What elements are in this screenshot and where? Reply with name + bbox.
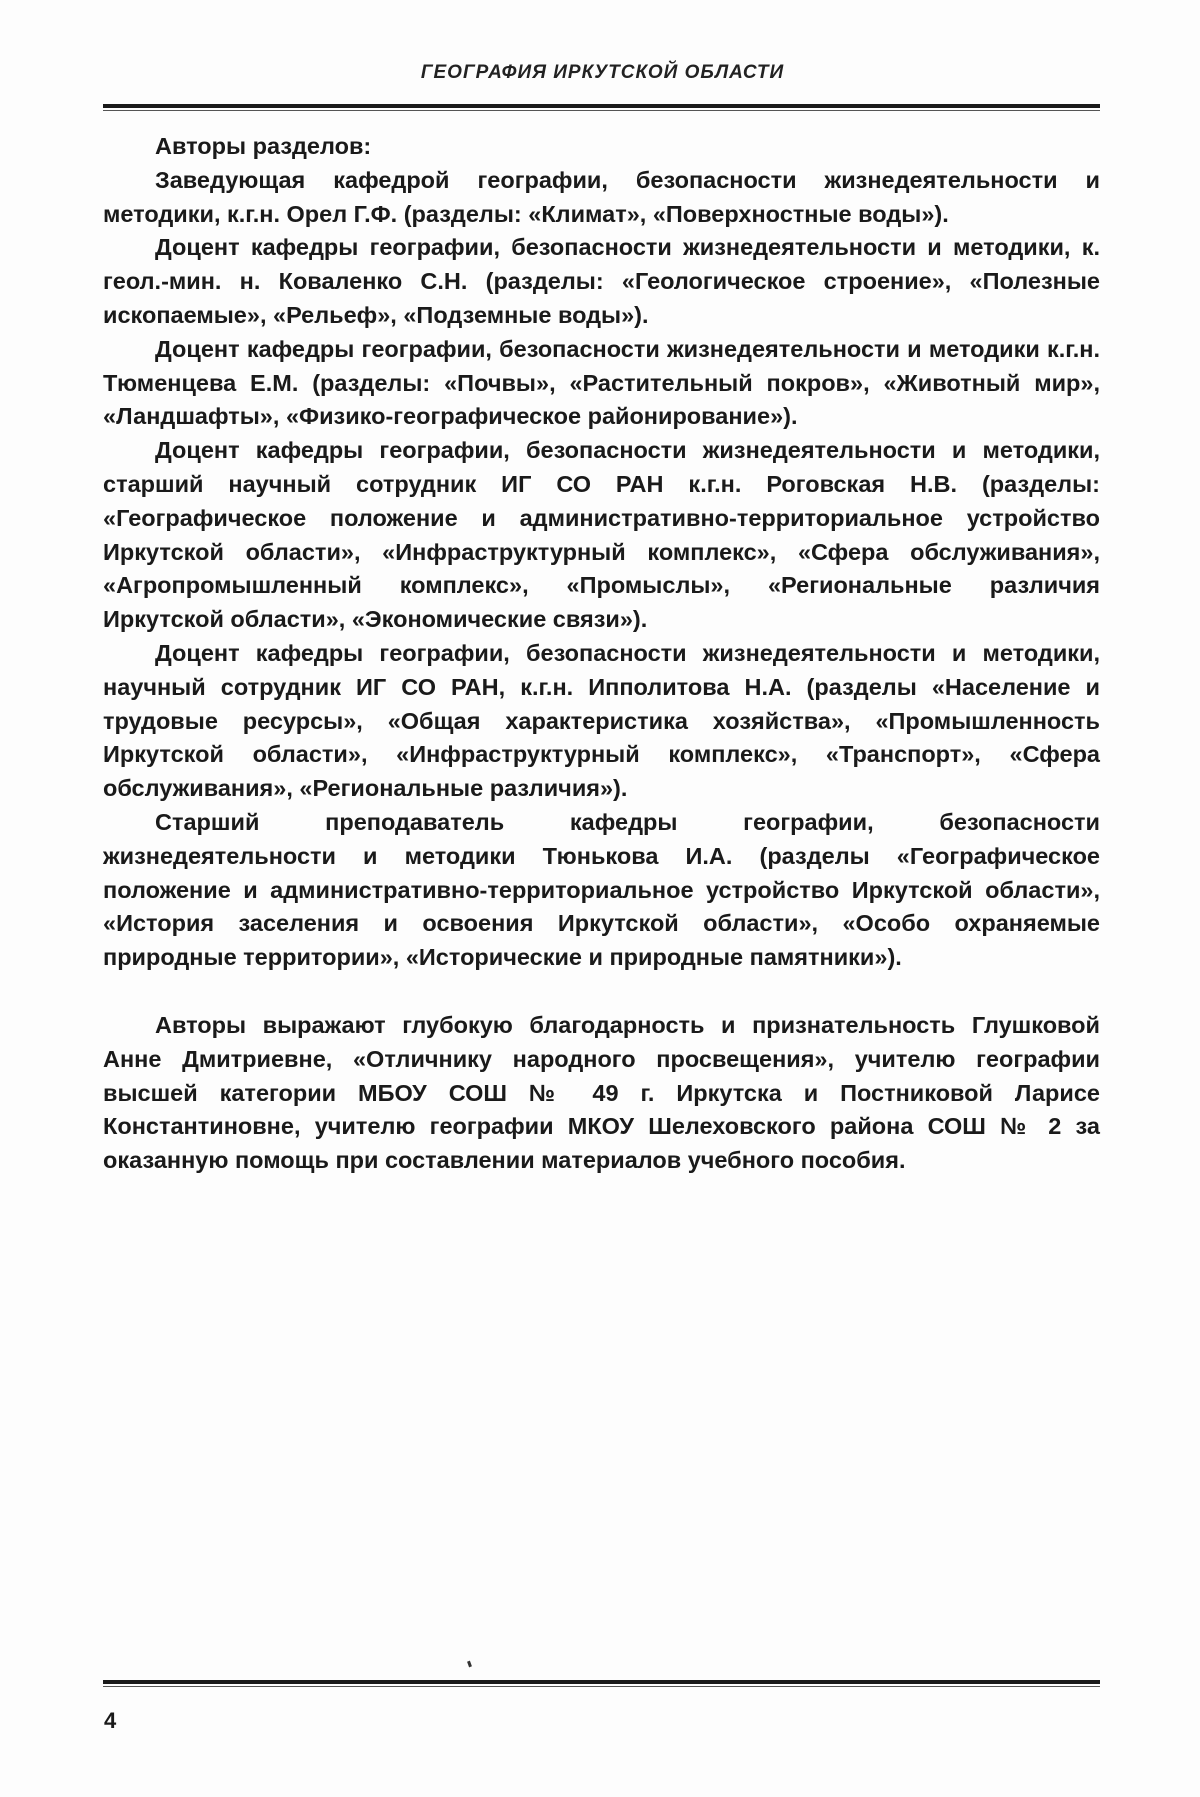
- section-title: Авторы разделов:: [103, 130, 1100, 164]
- author-paragraph: Доцент кафедры географии, безопасности жизнедеятельности и методики, к. геол.-мин. н. Коваленко С.Н. (разделы: «Геологическое строение», «Полезные ископаемые», «Рельеф», «Подземные воды»).: [103, 231, 1100, 332]
- acknowledgement-paragraph: Авторы выражают глубокую благодарность и признательность Глушковой Анне Дмитриевне, «Отличнику народного просвещения», учителю географии высшей категории МБОУ СОШ № 49 г. Иркутска и Постниковой Ларисе Константиновне, учителю географии МКОУ Шелеховского района СОШ № 2 за оказанную помощь при составлении материалов учебного пособия.: [103, 1009, 1100, 1178]
- author-paragraph: Доцент кафедры географии, безопасности жизнедеятельности и методики к.г.н. Тюменцева Е.М. (разделы: «Почвы», «Растительный покров», «Животный мир», «Ландшафты», «Физико-географическое районирование»).: [103, 333, 1100, 434]
- footer-rule-thin: [103, 1686, 1100, 1687]
- running-header: ГЕОГРАФИЯ ИРКУТСКОЙ ОБЛАСТИ: [105, 62, 1100, 84]
- author-paragraph: Доцент кафедры географии, безопасности жизнедеятельности и методики, старший научный сотрудник ИГ СО РАН к.г.н. Роговская Н.В. (разделы: «Географическое положение и административно-территориальное устройство Иркутской области», «Инфраструктурный комплекс», «Сфера обслуживания», «Агропромышленный комплекс», «Промыслы», «Региональные различия Иркутской области», «Экономические связи»).: [103, 434, 1100, 637]
- author-paragraph: Старший преподаватель кафедры географии, безопасности жизнедеятельности и методики Тюнькова И.А. (разделы «Географическое положение и административно-территориальное устройство Иркутской области», «История заселения и освоения Иркутской области», «Особо охраняемые природные территории», «Исторические и природные памятники»).: [103, 806, 1100, 975]
- header-rule: [103, 104, 1100, 108]
- document-page: [0, 0, 1200, 1797]
- author-paragraph: Доцент кафедры географии, безопасности жизнедеятельности и методики, научный сотрудник ИГ СО РАН, к.г.н. Ипполитова Н.А. (разделы «Население и трудовые ресурсы», «Общая характеристика хозяйства», «Промышленность Иркутской области», «Инфраструктурный комплекс», «Транспорт», «Сфера обслуживания», «Региональные различия»).: [103, 637, 1100, 806]
- author-paragraph: Заведующая кафедрой географии, безопасности жизнедеятельности и методики, к.г.н. Орел Г.Ф. (разделы: «Климат», «Поверхностные воды»).: [103, 164, 1100, 232]
- footer-rule: [103, 1680, 1100, 1684]
- page-number: 4: [104, 1708, 116, 1734]
- scan-speck: [467, 1661, 472, 1668]
- page-content: [103, 130, 1100, 1178]
- header-rule-thin: [103, 110, 1100, 111]
